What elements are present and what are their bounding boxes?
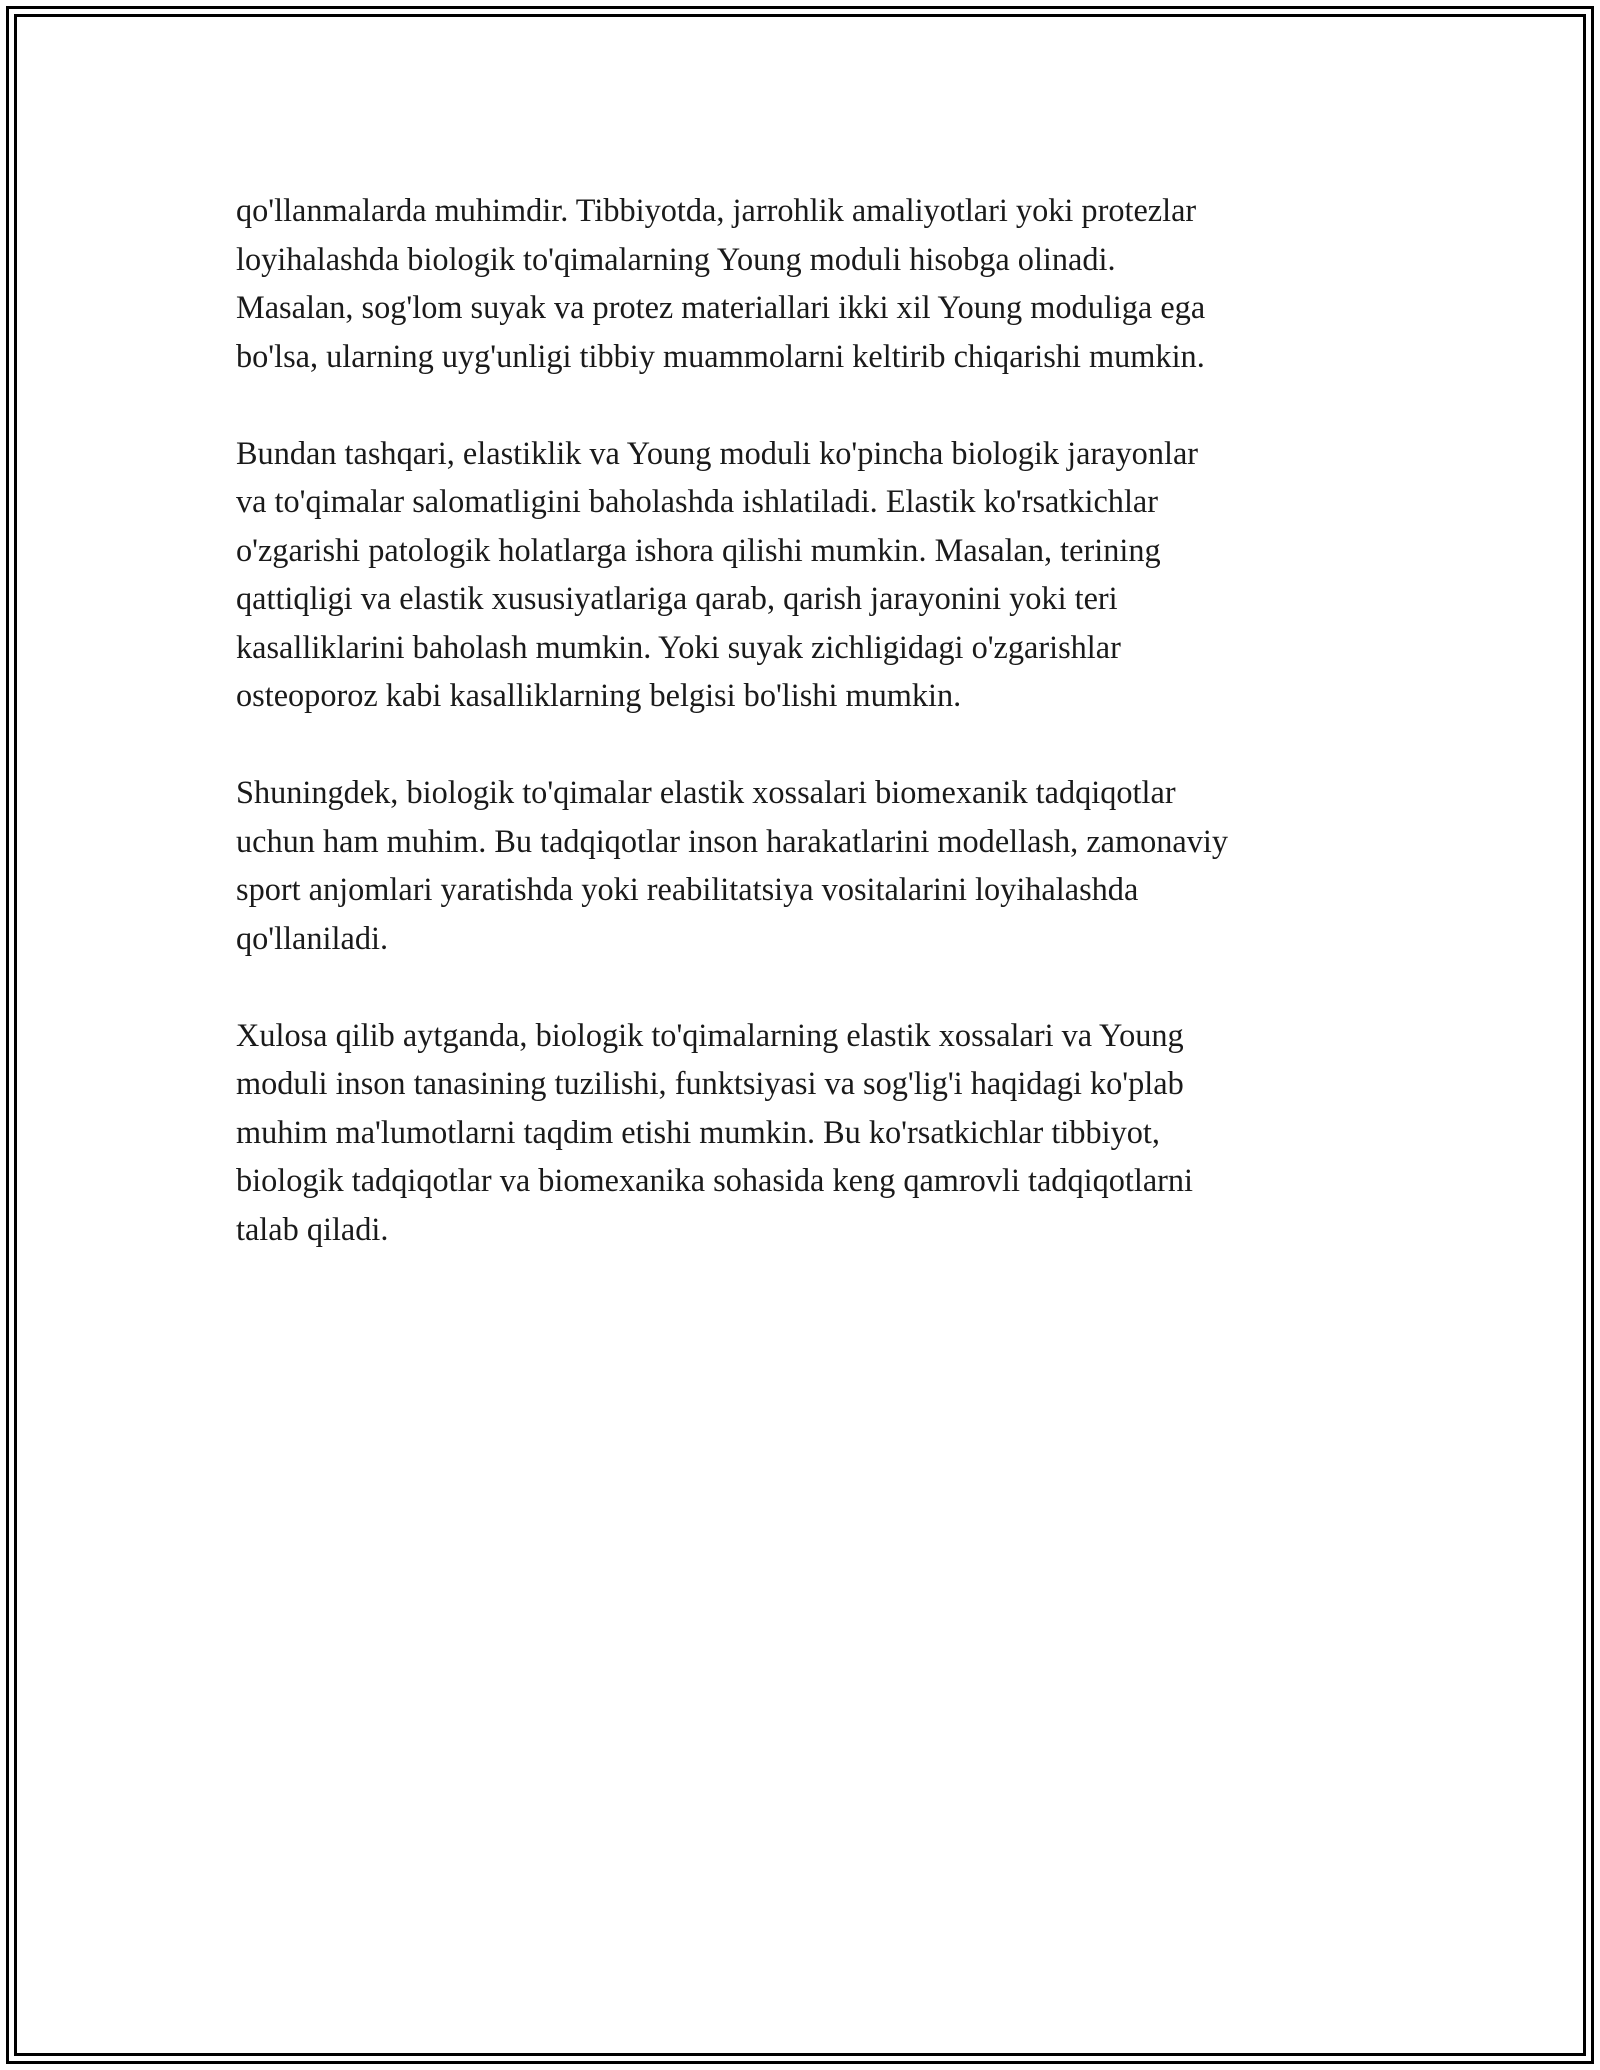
text-line: Masalan, sog'lom suyak va protez materiallari ikki xil Young moduliga ega <box>236 289 1206 325</box>
paragraph-3 <box>236 768 1376 962</box>
text-line: talab qiladi. <box>236 1210 389 1247</box>
paragraph-1 <box>236 186 1376 380</box>
text-line: va to'qimalar salomatligini baholashda ishlatiladi. Elastik ko'rsatkichlar <box>236 483 1159 519</box>
text-line: Bundan tashqari, elastiklik va Young moduli ko'pincha biologik jarayonlar <box>236 434 1199 471</box>
text-line: muhim ma'lumotlarni taqdim etishi mumkin. Bu ko'rsatkichlar tibbiyot, <box>236 1113 1160 1150</box>
text-line: biologik tadqiqotlar va biomexanika sohasida keng qamrovli tadqiqotlarni <box>236 1162 1194 1198</box>
text-line: qattiqligi va elastik xususiyatlariga qarab, qarish jarayonini yoki teri <box>236 580 1118 616</box>
text-line: osteoporoz kabi kasalliklarning belgisi bo'lishi mumkin. <box>236 677 962 713</box>
paragraph-2 <box>236 429 1376 720</box>
text-line: Xulosa qilib aytganda, biologik to'qimalarning elastik xossalari va Young <box>236 1016 1184 1053</box>
paragraph-4 <box>236 1011 1376 1254</box>
text-line: Shuningdek, biologik to'qimalar elastik xossalari biomexanik tadqiqotlar <box>236 774 1176 810</box>
text-line: moduli inson tanasining tuzilishi, funktsiyasi va sog'lig'i haqidagi ko'plab <box>236 1065 1184 1101</box>
text-line: loyihalashda biologik to'qimalarning Young moduli hisobga olinadi. <box>236 240 1116 277</box>
text-line: uchun ham muhim. Bu tadqiqotlar inson harakatlarini modellash, zamonaviy <box>236 822 1229 859</box>
text-line: qo'llanmalarda muhimdir. Tibbiyotda, jarrohlik amaliyotlari yoki protezlar <box>236 192 1197 228</box>
text-line: bo'lsa, ularning uyg'unligi tibbiy muammolarni keltirib chiqarishi mumkin. <box>236 337 1205 374</box>
text-line: kasalliklarini baholash mumkin. Yoki suyak zichligidagi o'zgarishlar <box>236 628 1121 665</box>
text-line: sport anjomlari yaratishda yoki reabilitatsiya vositalarini loyihalashda <box>236 871 1139 907</box>
text-line: qo'llaniladi. <box>236 919 389 956</box>
text-line: o'zgarishi patologik holatlarga ishora qilishi mumkin. Masalan, terining <box>236 531 1161 568</box>
document-body <box>236 186 1376 1302</box>
